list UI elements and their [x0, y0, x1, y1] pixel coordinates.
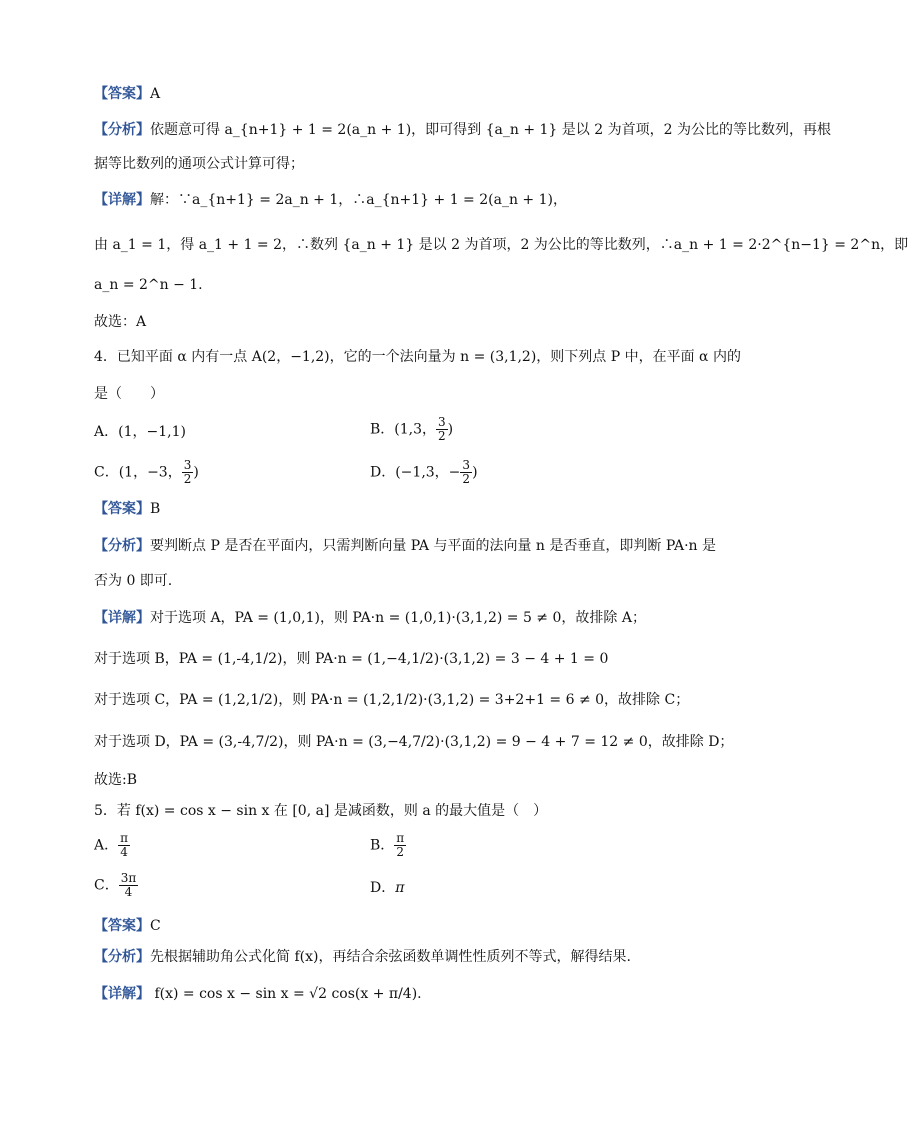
- fraction-numerator: π: [396, 831, 405, 845]
- section-text: A: [150, 86, 161, 102]
- q4-option-d-fraction: [460, 459, 472, 486]
- q5-option-d: [370, 879, 404, 897]
- q5-option-d-label: D．: [370, 880, 396, 896]
- section-text: 要判断点 P 是否在平面内，只需判断向量 PA 与平面的法向量 n 是否垂直，即判断 PA·n 是: [150, 538, 716, 554]
- q4-option-c-close: ): [193, 464, 199, 481]
- detail-prev-line1: [94, 191, 567, 209]
- detail-prev-line3: a_n = 2^n − 1.: [94, 277, 203, 293]
- section-text: C: [150, 918, 161, 934]
- choice-q4: 故选:B: [94, 772, 138, 788]
- analysis-q5: [94, 948, 631, 966]
- detail-q5: [94, 985, 422, 1003]
- section-tag: 【答案】: [94, 501, 150, 517]
- section-text: 依题意可得 a_{n+1} + 1 = 2(a_n + 1)，即可得到 {a_n + 1} 是以 2 为首项，2 为公比的等比数列，再根: [150, 122, 831, 138]
- fraction-denominator: 4: [124, 885, 133, 899]
- fraction-numerator: 3: [438, 415, 446, 429]
- detail-q4-line1: [94, 609, 646, 627]
- q5-option-a: [94, 832, 130, 859]
- detail-q4-line2: 对于选项 B，PA = (1,-4,1/2)，则 PA·n = (1,−4,1/2)·(3,1,2) = 3 − 4 + 1 = 0: [94, 651, 609, 667]
- q4-option-b-text: B．(1,3，: [370, 421, 437, 438]
- section-tag: 【详解】: [94, 192, 150, 208]
- fraction-numerator: 3: [183, 458, 192, 472]
- q5-option-a-fraction: [118, 832, 130, 859]
- q4-option-b-fraction: [436, 416, 448, 443]
- fraction-denominator: 4: [120, 845, 128, 859]
- question-4-stem-line2: 是（ ）: [94, 386, 164, 402]
- choice-prev: 故选：A: [94, 314, 147, 330]
- section-text: 对于选项 A，PA = (1,0,1)，则 PA·n = (1,0,1)·(3,1,2) = 5 ≠ 0，故排除 A；: [150, 610, 646, 626]
- q4-option-d-close: ): [472, 464, 478, 481]
- fraction-numerator: 3π: [120, 871, 137, 885]
- q5-option-d-value: π: [395, 880, 405, 896]
- q5-option-c-label: C．: [94, 877, 119, 894]
- q5-option-b-label: B．: [370, 837, 395, 854]
- fraction-denominator: 2: [183, 472, 192, 486]
- q5-option-c-fraction: [119, 872, 139, 899]
- analysis-prev-line1: [94, 121, 831, 139]
- q4-option-a: A．(1，−1,1): [94, 424, 186, 440]
- fraction-numerator: π: [120, 831, 129, 845]
- fraction-denominator: 2: [462, 472, 471, 486]
- section-tag: 【答案】: [94, 86, 150, 102]
- q4-option-b: [370, 416, 453, 443]
- q4-option-c-text: C．(1，−3，: [94, 464, 182, 481]
- fraction-denominator: 2: [396, 845, 405, 859]
- section-tag: 【详解】: [94, 610, 150, 626]
- q5-option-c: [94, 872, 138, 899]
- detail-q4-line4: 对于选项 D，PA = (3,-4,7/2)，则 PA·n = (3,−4,7/2)·(3,1,2) = 9 − 4 + 7 = 12 ≠ 0，故排除 D；: [94, 734, 734, 750]
- section-text: f(x) = cos x − sin x = √2 cos(x + π/4).: [150, 986, 422, 1002]
- fraction-denominator: 2: [438, 429, 446, 443]
- question-4-stem-line1: 4．已知平面 α 内有一点 A(2，−1,2)，它的一个法向量为 n = (3,1,2)，则下列点 P 中，在平面 α 内的: [94, 349, 741, 365]
- q4-option-c-fraction: [182, 459, 194, 486]
- q4-option-b-close: ): [447, 421, 454, 438]
- section-tag: 【详解】: [94, 986, 150, 1002]
- answer-label-q5: [94, 917, 161, 935]
- analysis-prev-line2: 据等比数列的通项公式计算可得；: [94, 156, 304, 172]
- q4-option-c: [94, 459, 199, 486]
- analysis-q4-line1: [94, 537, 716, 555]
- q4-option-d: [370, 459, 478, 486]
- section-text: B: [150, 501, 161, 517]
- section-tag: 【分析】: [94, 949, 150, 965]
- answer-label-q4: [94, 500, 160, 518]
- analysis-q4-line2: 否为 0 即可.: [94, 573, 173, 589]
- detail-prev-line2: 由 a_1 = 1，得 a_1 + 1 = 2，∴数列 {a_n + 1} 是以 2 为首项，2 为公比的等比数列，∴a_n + 1 = 2·2^{n−1} = 2^n，即: [94, 237, 908, 253]
- q5-option-a-label: A．: [94, 837, 119, 854]
- q4-option-d-text: D．(−1,3，−: [370, 464, 461, 481]
- section-text: 先根据辅助角公式化简 f(x)，再结合余弦函数单调性性质列不等式，解得结果.: [150, 949, 631, 965]
- answer-label-prev: [94, 85, 160, 103]
- section-tag: 【答案】: [94, 918, 150, 934]
- question-5-stem: 5．若 f(x) = cos x − sin x 在 [0, a] 是减函数，则 a 的最大值是（ ）: [94, 803, 548, 819]
- section-tag: 【分析】: [94, 538, 150, 554]
- q5-option-b: [370, 832, 406, 859]
- section-text: 解：∵a_{n+1} = 2a_n + 1，∴a_{n+1} + 1 = 2(a_n + 1)，: [150, 192, 567, 208]
- detail-q4-line3: 对于选项 C，PA = (1,2,1/2)，则 PA·n = (1,2,1/2)·(3,1,2) = 3+2+1 = 6 ≠ 0，故排除 C；: [94, 692, 690, 708]
- section-tag: 【分析】: [94, 122, 150, 138]
- q5-option-b-fraction: [394, 832, 406, 859]
- fraction-numerator: 3: [462, 458, 471, 472]
